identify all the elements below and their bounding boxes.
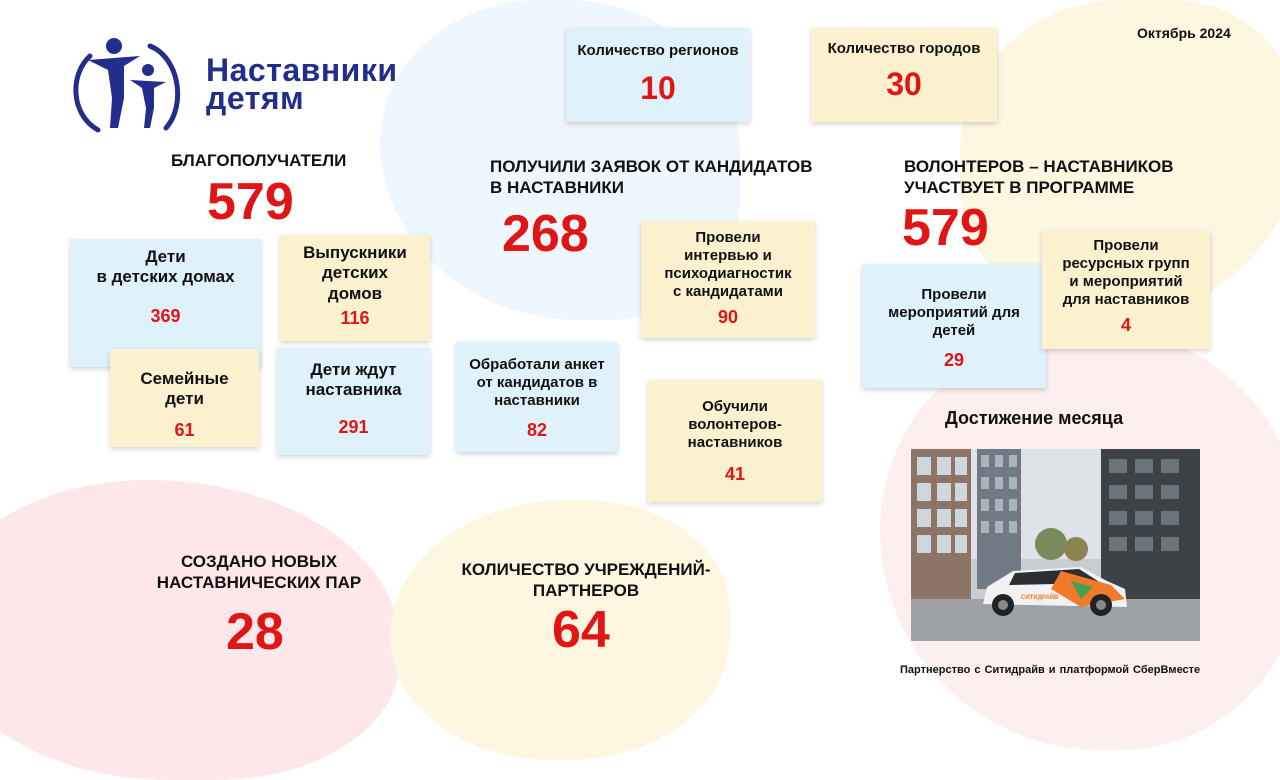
interviews-value: 90 [717,307,739,327]
car-photo-image [911,449,1200,641]
achievement-caption: Партнерство с Ситидрайв и платформой СберВместе [900,664,1201,676]
graduates-value: 116 [340,308,370,329]
card-family-children [110,349,259,447]
card-trained-volunteers [648,380,822,502]
children-events-label: Провели мероприятий для детей [888,286,1020,339]
pairs-value: 28 [226,603,284,661]
processed-forms-value: 82 [526,420,548,440]
family-children-label: Семейные дети [140,369,229,409]
family-children-value: 61 [174,419,195,440]
volunteers-value: 579 [902,199,989,257]
resource-groups-label: Провели ресурсных групп и мероприятий для наставников [1062,237,1190,308]
children-orphanages-value: 369 [150,305,181,326]
cities-card [811,28,997,122]
processed-forms-label: Обработали анкет от кандидатов в наставники [469,356,605,409]
card-interviews [641,221,815,338]
card-children-orphanages [70,239,261,367]
card-processed-forms [456,342,618,452]
children-waiting-label: Дети ждут наставника [305,360,402,400]
beneficiaries-value: 579 [207,173,294,231]
report-date: Октябрь 2024 [1137,25,1231,41]
logo-title [206,52,398,117]
card-children-events [862,264,1046,388]
cities-label: Количество городов [827,40,981,57]
logo-emblem-icon [68,36,188,136]
pairs-title: СОЗДАНО НОВЫХ НАСТАВНИЧЕСКИХ ПАР [156,552,362,592]
logo [68,36,428,136]
regions-label: Количество регионов [577,42,739,59]
applications-value: 268 [502,205,589,263]
background-blob-pink-left [0,480,400,780]
children-waiting-value: 291 [338,416,369,437]
partners-value: 64 [552,601,610,659]
regions-card [566,28,750,122]
card-graduates [280,235,430,341]
logo-line-1: Наставники [206,52,398,88]
beneficiaries-title: БЛАГОПОЛУЧАТЕЛИ [171,151,347,170]
car-brand-text: СИТИДРАЙВ [1021,595,1059,601]
achievement-photo [911,449,1200,641]
children-events-value: 29 [943,350,965,370]
interviews-label: Провели интервью и психодиагностик с кандидатами [664,229,792,300]
card-resource-groups [1042,231,1210,349]
logo-line-2: детям [206,80,305,117]
applications-title: ПОЛУЧИЛИ ЗАЯВОК ОТ КАНДИДАТОВ В НАСТАВНИКИ [490,157,813,197]
volunteers-title: ВОЛОНТЕРОВ – НАСТАВНИКОВ УЧАСТВУЕТ В ПРОГРАММЕ [904,157,1174,197]
card-children-waiting [277,348,430,455]
cities-value: 30 [886,66,922,102]
graduates-label: Выпускники детских домов [303,243,407,303]
partners-title: КОЛИЧЕСТВО УЧРЕЖДЕНИЙ- ПАРТНЕРОВ [461,560,711,600]
achievement-title: Достижение месяца [945,408,1124,428]
trained-volunteers-value: 41 [724,464,746,484]
resource-groups-value: 4 [1120,315,1131,335]
regions-value: 10 [640,70,676,106]
children-orphanages-label: Дети в детских домах [96,247,235,287]
trained-volunteers-label: Обучили волонтеров- наставников [687,398,783,451]
